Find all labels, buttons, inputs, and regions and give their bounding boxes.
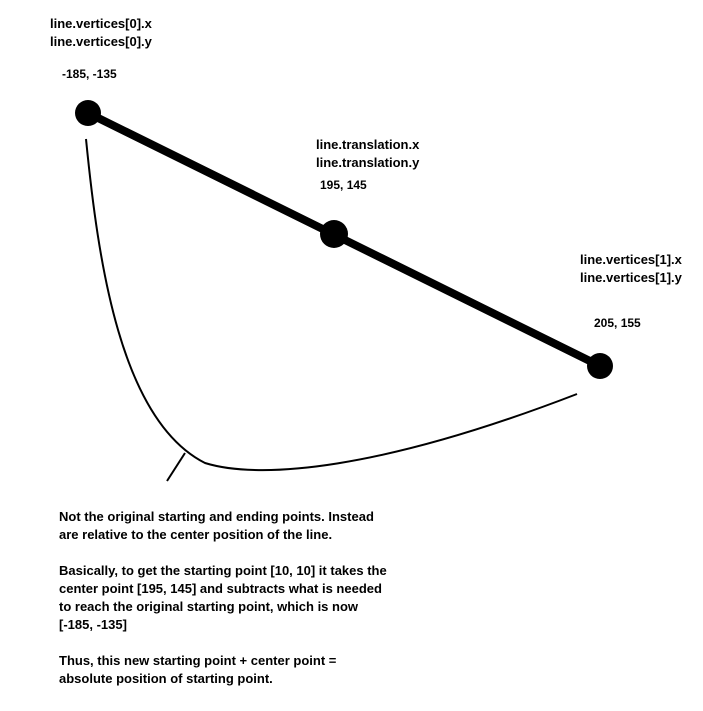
note-paragraph-3: Thus, this new starting point + center point = absolute position of starting point. (59, 653, 337, 686)
end-vertex-y-label: line.vertices[1].y (580, 270, 682, 285)
end-vertex-x-label: line.vertices[1].x (580, 252, 682, 267)
end-vertex-point (587, 353, 613, 379)
center-label (316, 136, 419, 172)
start-vertex-point (75, 100, 101, 126)
center-x-label: line.translation.x (316, 137, 420, 152)
center-value: 195, 145 (320, 178, 367, 192)
start-vertex-x-label: line.vertices[0].x (50, 16, 152, 31)
end-vertex-value: 205, 155 (594, 316, 641, 330)
center-y-label: line.translation.y (316, 155, 420, 170)
note-paragraph-1: Not the original starting and ending points. Instead are relative to the center position of the line. (59, 509, 374, 542)
explanation-note (59, 508, 389, 706)
brace-tick (167, 453, 185, 481)
start-vertex-value: -185, -135 (62, 67, 117, 81)
note-paragraph-2: Basically, to get the starting point [10, 10] it takes the center point [195, 145] and subtracts what is needed to reach the original starting point, which is now [-185, -135] (59, 563, 387, 632)
start-vertex-label (50, 15, 152, 51)
center-point (320, 220, 348, 248)
start-vertex-y-label: line.vertices[0].y (50, 34, 152, 49)
end-vertex-label (580, 251, 682, 287)
